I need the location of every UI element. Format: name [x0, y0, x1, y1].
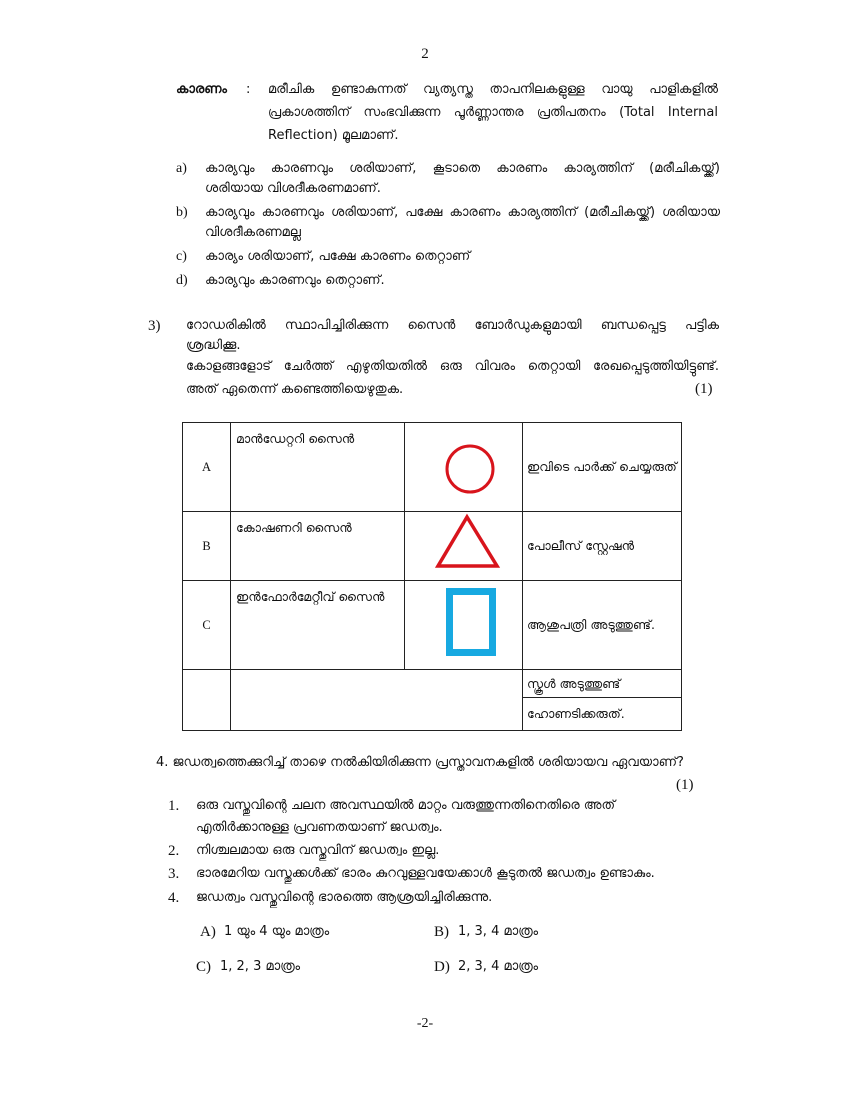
option-c-line-1: കാര്യം ശരിയാണ്, പക്ഷേ കാരണം തെറ്റാണ് — [205, 249, 471, 264]
page-number-top: 2 — [421, 46, 429, 62]
q3-line-4: അത് ഏതെന്ന് കണ്ടെത്തിയെഴുതുക. — [186, 382, 404, 397]
statement-1-line-2: എതിർക്കാനുള്ള പ്രവണതയാണ് ജഡത്വം. — [196, 820, 443, 835]
row-a-letter: A — [183, 423, 231, 512]
row-b-text: പോലീസ് സ്റ്റേഷൻ — [523, 512, 682, 581]
row-a-name: മാൻഡേറ്ററി സൈൻ — [231, 423, 405, 512]
row-b-letter: B — [183, 512, 231, 581]
q3-number: 3) — [148, 318, 161, 334]
option-d-line-1: കാര്യവും കാരണവും തെറ്റാണ്. — [205, 273, 385, 288]
choice-b-key: B) — [434, 924, 449, 940]
row-c-shape-cell — [405, 581, 523, 670]
q4-marks: (1) — [676, 777, 694, 793]
option-b-key: b) — [176, 205, 188, 220]
reason-line-3: Reflection) മൂലമാണ്. — [268, 128, 399, 143]
statement-4-line-1: ജഡത്വം വസ്തുവിന്റെ ഭാരത്തെ ആശ്രയിച്ചിരിക്കുന്നു. — [196, 890, 493, 905]
table-row — [183, 512, 682, 581]
extra-text-2: ഹോണടിക്കരുത്. — [523, 698, 682, 731]
statement-1-line-1: ഒരു വസ്തുവിന്റെ ചലന അവസ്ഥയിൽ മാറ്റം വരുത്തുന്നതിനെതിരെ അത് — [196, 798, 616, 813]
q3-line-2: ശ്രദ്ധിക്കൂ. — [186, 338, 241, 353]
row-d-letter-empty — [183, 670, 231, 731]
row-a-text: ഇവിടെ പാർക്ക് ചെയ്യരുത് — [523, 423, 682, 512]
red-triangle-icon — [405, 512, 523, 581]
row-d-empty — [231, 670, 523, 731]
choice-c-text: 1, 2, 3 മാത്രം — [220, 959, 301, 974]
q3-marks: (1) — [695, 381, 713, 397]
statement-3-line-1: ഭാരമേറിയ വസ്തുക്കൾക്ക് ഭാരം കുറവുള്ളവയേക്കാൾ കൂടുതൽ ജഡത്വം ഉണ്ടാകും. — [196, 866, 655, 881]
statement-3-num: 3. — [168, 866, 180, 882]
choice-d-text: 2, 3, 4 മാത്രം — [458, 959, 539, 974]
option-d-key: d) — [176, 273, 188, 288]
q3-line-3: കോളങ്ങളോട് ചേർത്ത് എഴുതിയതിൽ ഒരു വിവരം തെറ്റായി രേഖപ്പെടുത്തിയിട്ടുണ്ട്. — [186, 359, 719, 374]
option-a-key: a) — [176, 161, 187, 176]
row-b-shape-cell — [405, 512, 523, 581]
option-c-key: c) — [176, 249, 187, 264]
option-b-line-2: വിശദീകരണമല്ല — [205, 225, 301, 240]
row-b-name: കോഷണറി സൈൻ — [231, 512, 405, 581]
choice-c-key: C) — [196, 959, 211, 975]
red-circle-icon — [405, 423, 523, 512]
table-row — [183, 581, 682, 670]
q3-line-1: റോഡരികിൽ സ്ഥാപിച്ചിരിക്കുന്ന സൈൻ ബോർഡുകളുമായി ബന്ധപ്പെട്ട പട്ടിക — [186, 318, 719, 333]
table-row — [183, 423, 682, 512]
row-c-text: ആശുപത്രി അടുത്തുണ്ട്. — [523, 581, 682, 670]
statement-2-line-1: നിശ്ചലമായ ഒരു വസ്തുവിന് ജഡത്വം ഇല്ല. — [196, 843, 440, 858]
row-c-name: ഇൻഫോർമേറ്റീവ് സൈൻ — [231, 581, 405, 670]
table-row — [183, 670, 682, 698]
statement-2-num: 2. — [168, 843, 180, 859]
reason-label: കാരണം — [176, 82, 227, 97]
option-b-line-1: കാര്യവും കാരണവും ശരിയാണ്, പക്ഷേ കാരണം കാര്യത്തിന് (മരീചികയ്ക്ക്) ശരിയായ — [205, 205, 720, 220]
statement-4-num: 4. — [168, 890, 180, 906]
choice-d-key: D) — [434, 959, 450, 975]
reason-colon: : — [246, 82, 251, 97]
extra-text-1: സ്കൂൾ അടുത്തുണ്ട് — [523, 670, 682, 698]
row-a-shape-cell — [405, 423, 523, 512]
reason-line-1: മരീചിക ഉണ്ടാകുന്നത് വ്യത്യസ്ത താപനിലകളുള്ള വായു പാളികളിൽ — [268, 82, 718, 97]
row-c-letter: C — [183, 581, 231, 670]
option-a-line-1: കാര്യവും കാരണവും ശരിയാണ്, കൂടാതെ കാരണം കാര്യത്തിന് (മരീചികയ്ക്ക്) — [205, 161, 720, 176]
choice-a-key: A) — [200, 924, 216, 940]
road-sign-table — [182, 422, 682, 731]
option-a-line-2: ശരിയായ വിശദീകരണമാണ്. — [205, 181, 381, 196]
q4-question: 4. ജഡത്വത്തെക്കുറിച്ച് താഴെ നൽകിയിരിക്കുന്ന പ്രസ്താവനകളിൽ ശരിയായവ ഏവയാണ്? — [156, 755, 684, 770]
choice-a-text: 1 യും 4 യും മാത്രം — [224, 924, 330, 939]
statement-1-num: 1. — [168, 798, 180, 814]
choice-b-text: 1, 3, 4 മാത്രം — [458, 924, 539, 939]
reason-line-2: പ്രകാശത്തിന് സംഭവിക്കുന്ന പൂർണ്ണാന്തര പ്രതിപതനം (Total Internal — [268, 105, 718, 120]
blue-rectangle-icon — [405, 581, 523, 670]
page-number-bottom: -2- — [416, 1016, 434, 1031]
